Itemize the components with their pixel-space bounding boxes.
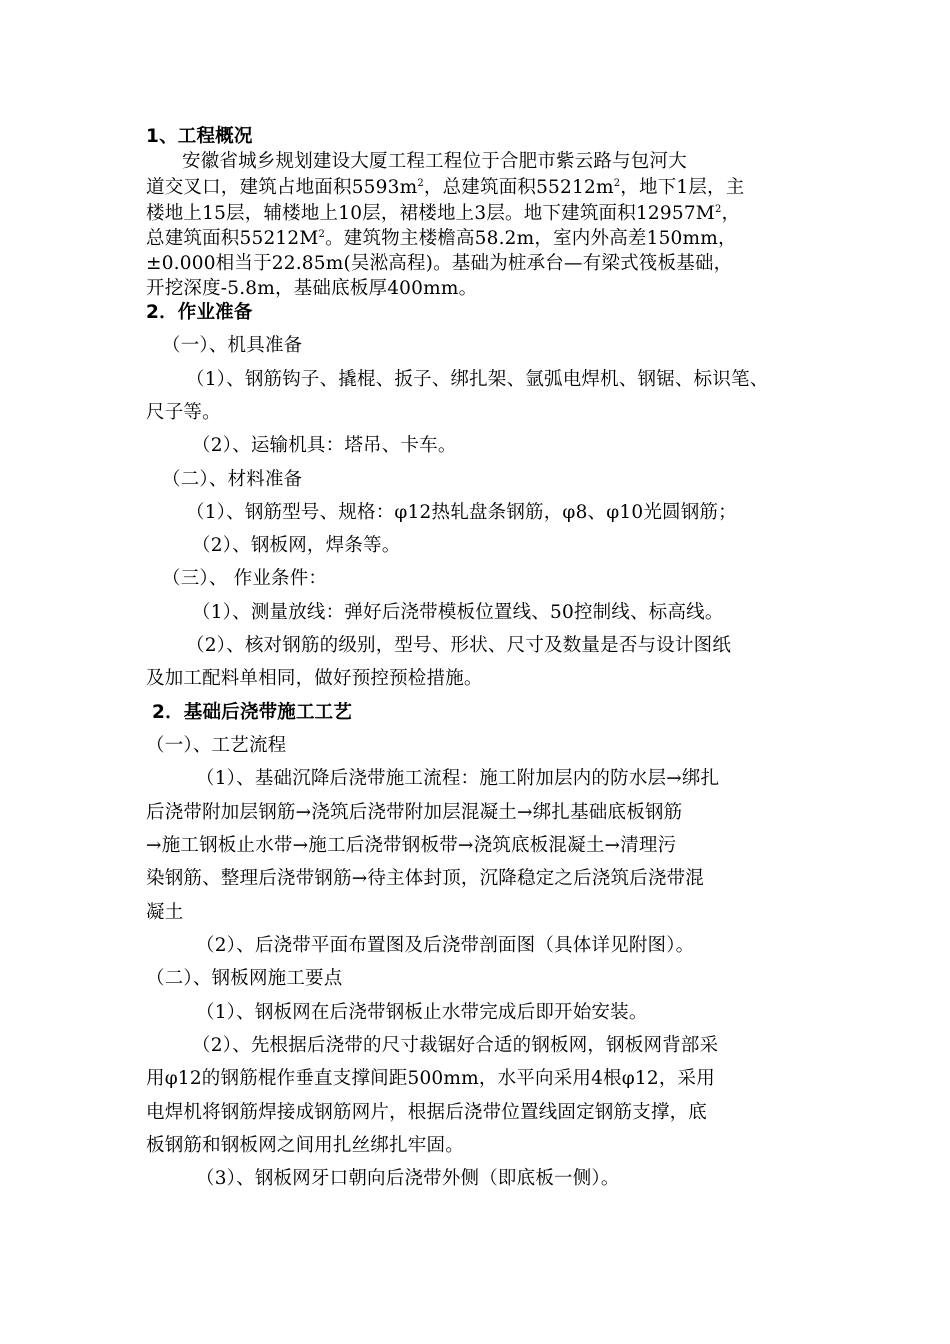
overview-line-4: 总建筑面积$55212M^2$。建筑物主楼檐高58.2m，室内外高差150mm， [146, 228, 737, 249]
tools-item-2: （2）、运输机具：塔吊、卡车。 [192, 435, 457, 456]
subheading-conditions: （三）、 作业条件： [162, 568, 328, 589]
flow-line-3: →施工钢板止水带→施工后浇带钢板带→浇筑底板混凝土→清理污 [146, 835, 677, 856]
mesh-item-2-line-3: 电焊机将钢筋焊接成钢筋网片，根据后浇带位置线固定钢筋支撑，底 [146, 1102, 708, 1123]
tools-item-1b: 尺子等。 [146, 402, 221, 423]
mesh-item-2-line-2: 用φ12的钢筋棍作垂直支撑间距500mm，水平向采用4根φ12，采用 [146, 1068, 715, 1089]
mesh-item-1: （1）、钢板网在后浇带钢板止水带完成后即开始安装。 [196, 1002, 648, 1023]
conditions-item-2b: 及加工配料单相同，做好预控预检措施。 [146, 668, 483, 689]
section-heading-process: 2．基础后浇带施工工艺 [152, 702, 353, 723]
overview-line-2: 道交叉口，建筑占地面积$5593m^2$，总建筑面积$55212m^2$，地下1层，主 [146, 177, 745, 198]
conditions-item-2a: （2）、核对钢筋的级别，型号、形状、尺寸及数量是否与设计图纸 [186, 635, 732, 656]
overview-line-3: 楼地上15层，辅楼地上10层，裙楼地上3层。地下建筑面积$12957M^2$， [146, 203, 741, 224]
mesh-item-3: （3）、钢板网牙口朝向后浇带外侧（即底板一侧）。 [196, 1168, 620, 1189]
mesh-item-2-line-1: （2）、先根据后浇带的尺寸裁锯好合适的钢板网，钢板网背部采 [192, 1035, 719, 1056]
materials-item-2: （2）、钢板网，焊条等。 [192, 535, 401, 556]
flow-line-5: 凝土 [146, 902, 184, 923]
section-heading-preparation: 2．作业准备 [146, 302, 253, 323]
tools-item-1a: （1）、钢筋钩子、撬棍、扳子、绑扎架、氩弧电焊机、钢锯、标识笔、 [186, 369, 769, 390]
subheading-mesh: （二）、钢板网施工要点 [146, 968, 343, 989]
conditions-item-1: （1）、测量放线：弹好后浇带模板位置线、50控制线、标高线。 [192, 602, 724, 623]
flow-item-2: （2）、后浇带平面布置图及后浇带剖面图（具体详见附图）。 [196, 935, 695, 956]
overview-line-1: 安徽省城乡规划建设大厦工程工程位于合肥市紫云路与包河大 [182, 151, 687, 172]
overview-line-5: ±0.000相当于22.85m(吴淞高程)。基础为桩承台—有梁式筏板基础， [146, 253, 733, 274]
flow-line-4: 染钢筋、整理后浇带钢筋→待主体封顶，沉降稳定之后浇筑后浇带混 [146, 868, 705, 889]
overview-line-6: 开挖深度-5.8m，基础底板厚400mm。 [146, 278, 478, 299]
subheading-flow: （一）、工艺流程 [146, 735, 287, 756]
flow-line-2: 后浇带附加层钢筋→浇筑后浇带附加层混凝土→绑扎基础底板钢筋 [146, 802, 683, 823]
mesh-item-2-line-4: 板钢筋和钢板网之间用扎丝绑扎牢固。 [146, 1135, 464, 1156]
subheading-materials: （二）、材料准备 [162, 469, 303, 490]
materials-item-1: （1）、钢筋型号、规格：φ12热轧盘条钢筋，φ8、φ10光圆钢筋； [186, 502, 737, 523]
subheading-tools: （一）、机具准备 [162, 335, 303, 356]
section-heading-overview: 1、工程概况 [146, 126, 253, 147]
flow-line-1: （1）、基础沉降后浇带施工流程：施工附加层内的防水层→绑扎 [196, 768, 720, 789]
